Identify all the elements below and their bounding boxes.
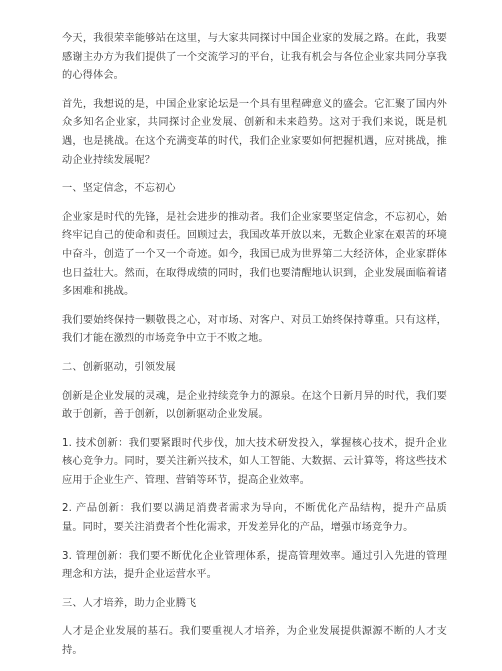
document-page (62, 30, 447, 671)
body-paragraph: 今天，我很荣幸能够站在这里，与大家共同探讨中国企业家的发展之路。在此，我要感谢主办方为我们提供了一个交流学习的平台，让我有机会与各位企业家共同分享我的心得体会。 (62, 33, 447, 82)
section-heading: 三、人才培养，助力企业腾飞 (62, 597, 197, 609)
body-paragraph: 2. 产品创新：我们要以满足消费者需求为导向，不断优化产品结构，提升产品质量。同时，要关注消费者个性化需求，开发差异化的产品，增强市场竞争力。 (62, 503, 447, 534)
body-paragraph: 企业家是时代的先锋，是社会进步的推动者。我们企业家要坚定信念，不忘初心，始终牢记自己的使命和责任。回顾过去，我国改革开放以来，无数企业家在艰苦的环境中奋斗，创造了一个又一个奇迹。如今，我国已成为世界第二大经济体，企业家群体也日益壮大。然而，在取得成绩的同时，我们也要清醒地认识到，企业发展面临着诸多困难和挑战。 (62, 211, 447, 298)
body-paragraph: 3. 管理创新：我们要不断优化企业管理体系，提高管理效率。通过引入先进的管理理念和方法，提升企业运营水平。 (62, 550, 447, 581)
body-paragraph: 人才是企业发展的基石。我们要重视人才培养，为企业发展提供源源不断的人才支持。 (62, 626, 447, 657)
section-heading: 一、坚定信念，不忘初心 (62, 183, 176, 195)
body-paragraph: 创新是企业发展的灵魂，是企业持续竞争力的源泉。在这个日新月异的时代，我们要敢于创新，善于创新，以创新驱动企业发展。 (62, 390, 447, 421)
section-heading: 二、创新驱动，引领发展 (62, 361, 176, 373)
body-paragraph: 首先，我想说的是，中国企业家论坛是一个具有里程碑意义的盛会。它汇聚了国内外众多知名企业家，共同探讨企业发展、创新和未来趋势。这对于我们来说，既是机遇，也是挑战。在这个充满变革的时代，我们企业家要如何把握机遇，应对挑战，推动企业持续发展呢？ (62, 98, 447, 166)
body-paragraph: 我们要始终保持一颗敬畏之心，对市场、对客户、对员工始终保持尊重。只有这样，我们才能在激烈的市场竞争中立于不败之地。 (62, 314, 447, 345)
body-paragraph: 1. 技术创新：我们要紧跟时代步伐，加大技术研发投入，掌握核心技术，提升企业核心竞争力。同时，要关注新兴技术，如人工智能、大数据、云计算等，将这些技术应用于企业生产、管理、营销等环节，提高企业效率。 (62, 437, 447, 486)
